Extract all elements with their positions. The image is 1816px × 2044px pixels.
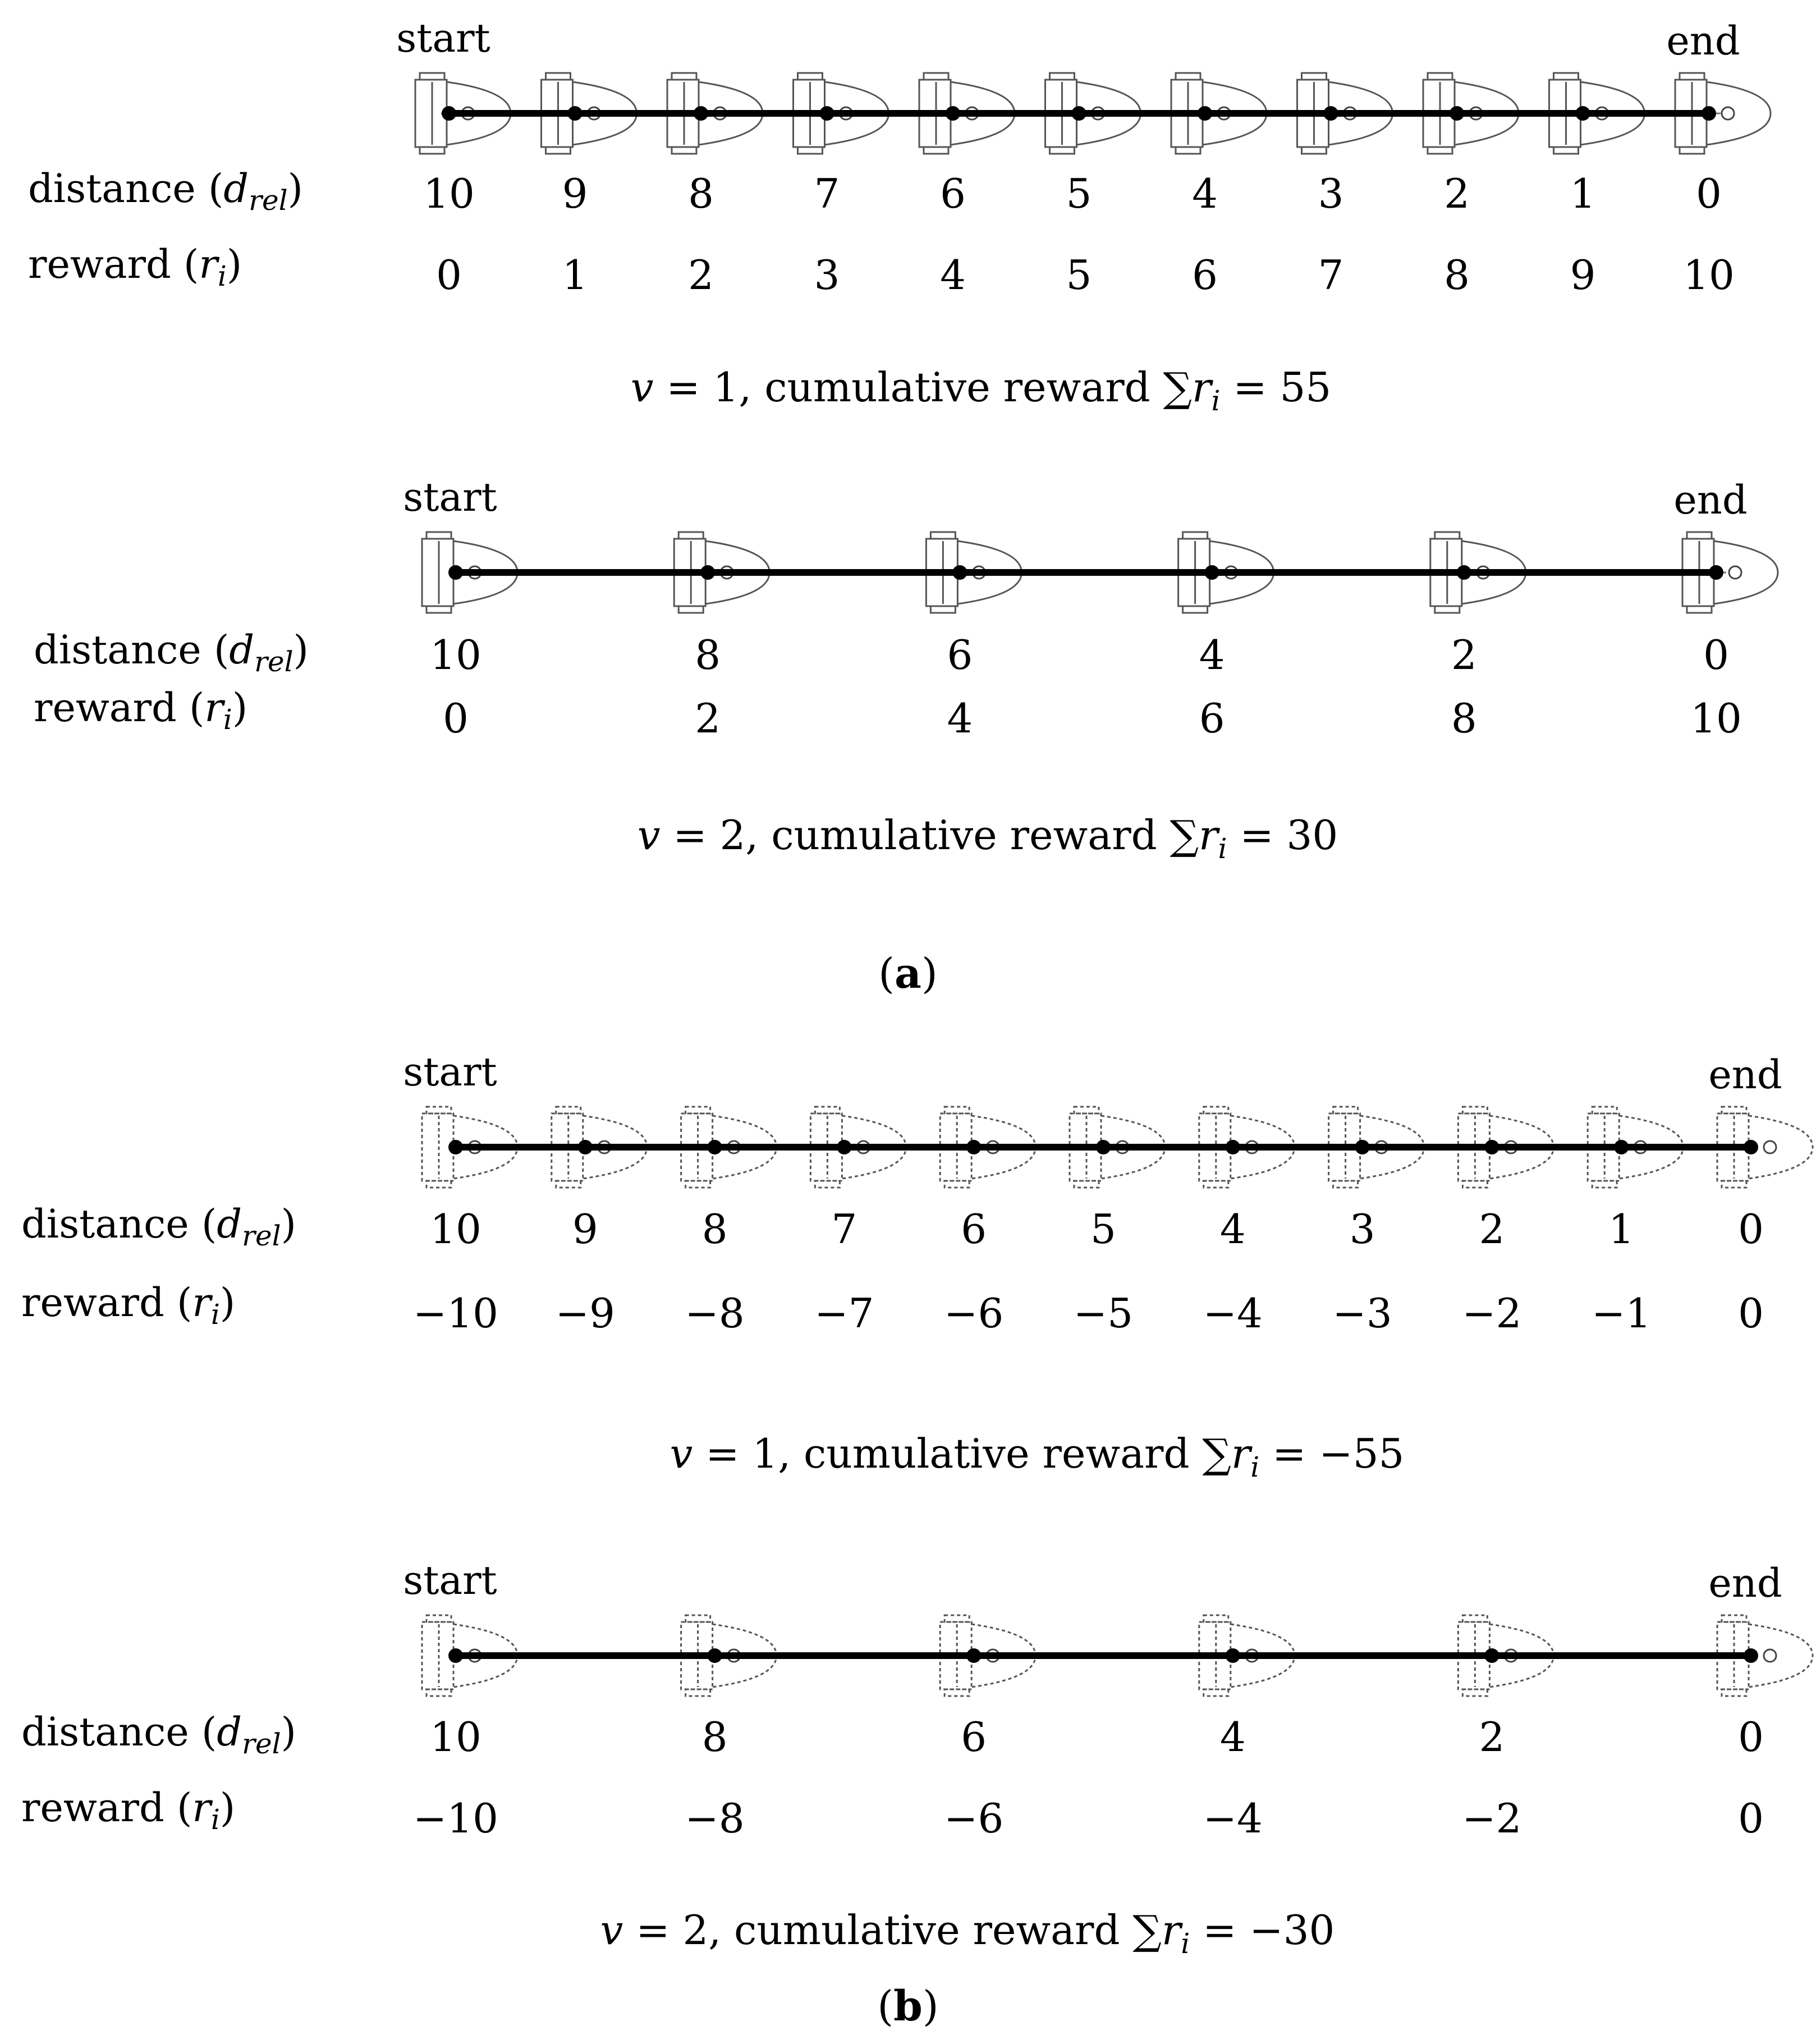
position-dot <box>708 1648 722 1663</box>
reward-value: −2 <box>1462 1795 1522 1842</box>
reward-value: −4 <box>1203 1290 1263 1337</box>
distance-value: 8 <box>701 1206 728 1253</box>
distance-value: 4 <box>1192 170 1218 217</box>
distance-row-label: distance $(d_{rel})$ <box>21 1201 296 1252</box>
position-dot <box>448 565 463 580</box>
position-dot <box>820 106 834 121</box>
distance-value: 6 <box>961 1713 987 1761</box>
reward-value: 2 <box>688 251 714 299</box>
position-dot <box>448 1140 463 1154</box>
reward-value: −10 <box>413 1290 498 1337</box>
reward-value: −3 <box>1332 1290 1392 1337</box>
distance-value: 10 <box>423 170 475 217</box>
reward-value: −4 <box>1203 1795 1263 1842</box>
distance-value: 2 <box>1451 631 1477 679</box>
reward-value: 0 <box>443 695 469 742</box>
position-dot <box>1072 106 1086 121</box>
distance-value: 6 <box>947 631 973 679</box>
position-dot <box>1709 565 1723 580</box>
distance-row-label: distance $(d_{rel})$ <box>28 166 303 217</box>
distance-value: 2 <box>1479 1713 1505 1761</box>
start-label: start <box>396 15 490 61</box>
distance-value: 1 <box>1570 170 1596 217</box>
position-dot <box>1702 106 1716 121</box>
position-dot <box>568 106 583 121</box>
distance-value: 8 <box>688 170 714 217</box>
trajectory-diagram <box>34 474 1778 865</box>
reward-value: −5 <box>1073 1290 1134 1337</box>
distance-value: 3 <box>1349 1206 1375 1253</box>
reward-value: 8 <box>1444 251 1470 299</box>
cumulative-reward-caption: v = 2, cumulative reward $\sum r_i = -30$ <box>600 1906 1335 1960</box>
position-dot <box>1457 565 1471 580</box>
reward-value: −8 <box>685 1795 745 1842</box>
end-label: end <box>1708 1560 1782 1606</box>
position-dot <box>1484 1648 1499 1663</box>
distance-value: 4 <box>1219 1713 1246 1761</box>
reward-value: 8 <box>1451 695 1477 742</box>
distance-value: 3 <box>1318 170 1344 217</box>
distance-value: 8 <box>701 1713 728 1761</box>
position-dot <box>1198 106 1212 121</box>
reward-value: 4 <box>947 695 973 742</box>
reward-value: 4 <box>940 251 966 299</box>
reward-value: −10 <box>413 1795 498 1842</box>
distance-value: 5 <box>1090 1206 1116 1253</box>
cumulative-reward-caption: v = 2, cumulative reward $\sum r_i = 30$ <box>637 812 1338 865</box>
distance-value: 0 <box>1738 1206 1764 1253</box>
position-dot <box>952 565 967 580</box>
end-label: end <box>1666 18 1740 64</box>
reward-value: −7 <box>814 1290 874 1337</box>
distance-value: 8 <box>695 631 721 679</box>
panel-tag: (b) <box>877 1982 939 2031</box>
position-dot <box>1226 1648 1240 1663</box>
distance-value: 10 <box>430 1713 481 1761</box>
position-dot <box>694 106 708 121</box>
position-dot <box>1484 1140 1499 1154</box>
reward-value: 2 <box>695 695 721 742</box>
distance-value: 0 <box>1696 170 1722 217</box>
distance-value: 2 <box>1479 1206 1505 1253</box>
distance-value: 1 <box>1608 1206 1635 1253</box>
reward-value: −6 <box>944 1290 1004 1337</box>
position-dot <box>1096 1140 1111 1154</box>
distance-value: 9 <box>572 1206 598 1253</box>
distance-value: 7 <box>831 1206 857 1253</box>
distance-value: 7 <box>814 170 840 217</box>
reward-value: −9 <box>555 1290 615 1337</box>
trajectory-diagram <box>21 1049 1813 1483</box>
reward-value: 7 <box>1318 251 1344 299</box>
position-dot <box>448 1648 463 1663</box>
distance-value: 2 <box>1444 170 1470 217</box>
reward-value: 6 <box>1199 695 1225 742</box>
reward-value: 0 <box>1738 1290 1764 1337</box>
position-dot <box>837 1140 851 1154</box>
reward-row-label: reward $(r_i)$ <box>28 241 242 292</box>
distance-row-label: distance $(d_{rel})$ <box>34 627 309 678</box>
position-dot <box>1324 106 1338 121</box>
reward-value: 6 <box>1192 251 1218 299</box>
distance-value: 9 <box>562 170 588 217</box>
position-dot <box>578 1140 593 1154</box>
distance-value: 10 <box>430 1206 481 1253</box>
reward-value: −2 <box>1462 1290 1522 1337</box>
position-dot <box>1744 1648 1758 1663</box>
reward-value: 3 <box>814 251 840 299</box>
reward-value: −6 <box>944 1795 1004 1842</box>
reward-value: 0 <box>1738 1795 1764 1842</box>
position-dot <box>700 565 715 580</box>
distance-value: 5 <box>1066 170 1092 217</box>
position-dot <box>1205 565 1219 580</box>
position-dot <box>1450 106 1464 121</box>
panel-tag: (a) <box>878 950 938 998</box>
panel-b <box>21 1049 1813 2031</box>
trajectory-diagram <box>28 15 1771 417</box>
position-dot <box>966 1648 981 1663</box>
panel-a <box>28 15 1778 998</box>
distance-value: 4 <box>1199 631 1225 679</box>
position-dot <box>1614 1140 1629 1154</box>
reward-value: −1 <box>1592 1290 1652 1337</box>
position-dot <box>1576 106 1590 121</box>
distance-value: 10 <box>430 631 481 679</box>
distance-row-label: distance $(d_{rel})$ <box>21 1709 296 1760</box>
reward-value: −8 <box>685 1290 745 1337</box>
position-dot <box>708 1140 722 1154</box>
distance-value: 6 <box>940 170 966 217</box>
position-dot <box>442 106 456 121</box>
cumulative-reward-caption: v = 1, cumulative reward $\sum r_i = -55$ <box>669 1430 1405 1483</box>
position-dot <box>966 1140 981 1154</box>
reward-value: 5 <box>1066 251 1092 299</box>
reward-value: 0 <box>436 251 462 299</box>
position-dot <box>946 106 960 121</box>
end-label: end <box>1673 477 1748 523</box>
reward-row-label: reward $(r_i)$ <box>34 685 248 736</box>
reward-value: 1 <box>562 251 588 299</box>
end-label: end <box>1708 1052 1782 1098</box>
distance-value: 0 <box>1738 1713 1764 1761</box>
reward-value: 10 <box>1690 695 1742 742</box>
distance-value: 0 <box>1703 631 1729 679</box>
start-label: start <box>403 474 497 520</box>
position-dot <box>1355 1140 1370 1154</box>
start-label: start <box>403 1049 497 1095</box>
distance-value: 6 <box>961 1206 987 1253</box>
reward-row-label: reward $(r_i)$ <box>21 1280 236 1331</box>
reward-value: 9 <box>1570 251 1596 299</box>
trajectory-diagram <box>21 1557 1813 1960</box>
distance-value: 4 <box>1219 1206 1246 1253</box>
reward-row-label: reward $(r_i)$ <box>21 1785 236 1836</box>
position-dot <box>1744 1140 1758 1154</box>
reward-value: 10 <box>1683 251 1735 299</box>
cumulative-reward-caption: v = 1, cumulative reward $\sum r_i = 55$ <box>630 364 1332 417</box>
start-label: start <box>403 1557 497 1603</box>
position-dot <box>1226 1140 1240 1154</box>
